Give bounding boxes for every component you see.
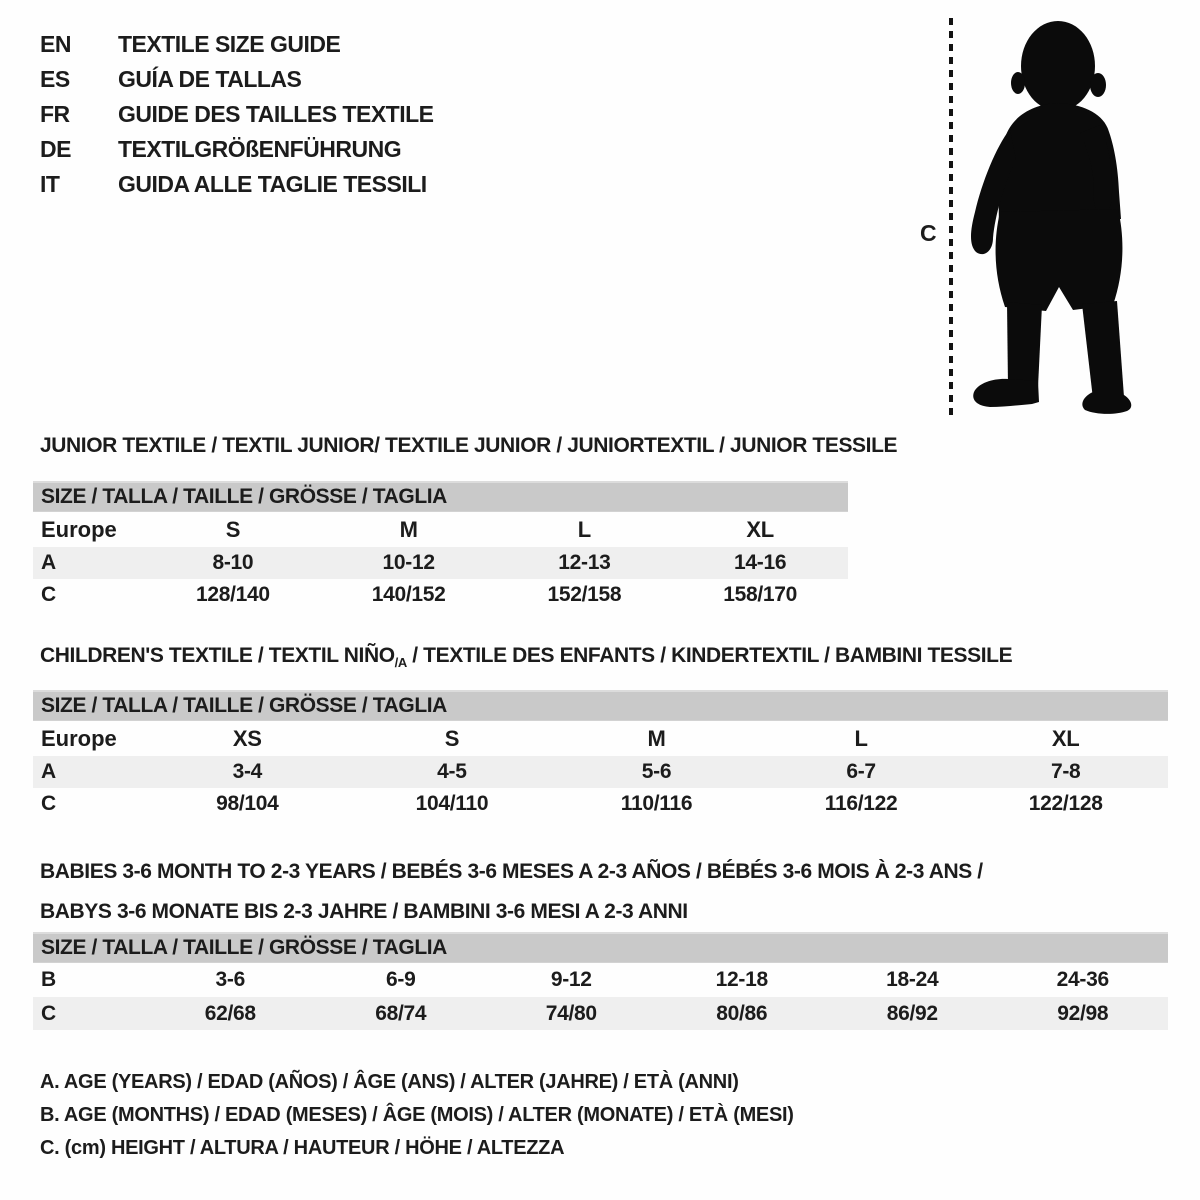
children-title-text: / TEXTILE DES ENFANTS / KINDERTEXTIL / BAMBINI TESSILE bbox=[406, 644, 1013, 667]
row-label: A bbox=[41, 760, 57, 783]
row-label: C bbox=[41, 792, 57, 815]
children-age-row bbox=[33, 756, 1168, 788]
language-row-es bbox=[40, 62, 434, 97]
junior-size-table bbox=[33, 481, 848, 611]
months-value: 12-18 bbox=[715, 968, 768, 991]
babies-height-row bbox=[33, 997, 1168, 1030]
height-value: 98/104 bbox=[216, 792, 279, 815]
size-header-label: SIZE / TALLA / TAILLE / GRÖSSE / TAGLIA bbox=[41, 485, 447, 508]
children-height-row bbox=[33, 788, 1168, 820]
height-value: 62/68 bbox=[204, 1001, 256, 1025]
height-measure-label: C bbox=[920, 220, 937, 246]
months-value: 18-24 bbox=[886, 968, 939, 991]
row-label: C bbox=[41, 1001, 57, 1025]
age-value: 5-6 bbox=[641, 760, 672, 783]
height-value: 80/86 bbox=[716, 1001, 768, 1025]
language-code: IT bbox=[40, 171, 60, 197]
size-column-xl: XL bbox=[1051, 725, 1080, 751]
height-value: 74/80 bbox=[545, 1001, 597, 1025]
size-column-xs: XS bbox=[232, 725, 262, 751]
row-label: A bbox=[41, 551, 57, 574]
region-label: Europe bbox=[41, 725, 117, 751]
children-columns-row bbox=[33, 721, 1168, 756]
toddler-silhouette-icon bbox=[962, 16, 1137, 418]
row-label: B bbox=[41, 968, 57, 991]
age-value: 10-12 bbox=[382, 551, 435, 574]
height-value: 122/128 bbox=[1028, 792, 1103, 815]
babies-section-title bbox=[40, 852, 983, 932]
row-label: C bbox=[41, 583, 57, 606]
babies-size-header-bar bbox=[33, 932, 1168, 963]
language-row-en bbox=[40, 27, 434, 62]
height-value: 104/110 bbox=[415, 792, 489, 815]
months-value: 9-12 bbox=[550, 968, 592, 991]
region-label: Europe bbox=[41, 516, 117, 542]
language-code: DE bbox=[40, 136, 71, 162]
height-value: 68/74 bbox=[375, 1001, 427, 1025]
legend-line-a: A. AGE (YEARS) / EDAD (AÑOS) / ÂGE (ANS) / ALTER (JAHRE) / ETÀ (ANNI) bbox=[40, 1071, 739, 1093]
guide-title-en: TEXTILE SIZE GUIDE bbox=[118, 31, 341, 57]
size-column-xl: XL bbox=[746, 516, 774, 542]
language-row-fr bbox=[40, 97, 434, 132]
children-title-text: CHILDREN'S TEXTILE / TEXTIL NIÑO bbox=[40, 644, 395, 667]
height-value: 128/140 bbox=[195, 583, 270, 606]
height-value: 158/170 bbox=[723, 583, 798, 606]
children-size-table bbox=[33, 690, 1168, 820]
age-value: 14-16 bbox=[734, 551, 787, 574]
height-value: 140/152 bbox=[371, 583, 446, 606]
age-value: 6-7 bbox=[846, 760, 876, 783]
guide-title-es: GUÍA DE TALLAS bbox=[118, 66, 302, 92]
measurement-legend bbox=[40, 1066, 794, 1165]
age-value: 8-10 bbox=[212, 551, 254, 574]
size-column-l: L bbox=[577, 516, 591, 542]
age-value: 12-13 bbox=[558, 551, 611, 574]
children-size-header-bar bbox=[33, 690, 1168, 721]
size-column-m: M bbox=[647, 725, 666, 751]
size-header-label: SIZE / TALLA / TAILLE / GRÖSSE / TAGLIA bbox=[41, 936, 447, 959]
babies-months-row bbox=[33, 963, 1168, 997]
size-column-s: S bbox=[225, 516, 241, 542]
months-value: 3-6 bbox=[215, 968, 245, 991]
height-value: 86/92 bbox=[886, 1001, 938, 1025]
height-value: 116/122 bbox=[824, 792, 898, 815]
height-value: 92/98 bbox=[1057, 1001, 1109, 1025]
children-title-subscript: /A bbox=[394, 655, 407, 671]
babies-title-line2: BABYS 3-6 MONATE BIS 2-3 JAHRE / BAMBINI 3-6 MESI A 2-3 ANNI bbox=[40, 900, 688, 923]
legend-line-c: C. (cm) HEIGHT / ALTURA / HAUTEUR / HÖHE / ALTEZZA bbox=[40, 1137, 565, 1159]
age-value: 7-8 bbox=[1050, 760, 1081, 783]
junior-size-header-bar bbox=[33, 481, 848, 512]
size-header-label: SIZE / TALLA / TAILLE / GRÖSSE / TAGLIA bbox=[41, 694, 447, 717]
junior-height-row bbox=[33, 579, 848, 611]
size-column-m: M bbox=[399, 516, 418, 542]
height-value: 110/116 bbox=[620, 792, 693, 815]
babies-title-line1: BABIES 3-6 MONTH TO 2-3 YEARS / BEBÉS 3-6 MESES A 2-3 AÑOS / BÉBÉS 3-6 MOIS À 2-3 ANS / bbox=[40, 860, 983, 883]
junior-section-title: JUNIOR TEXTILE / TEXTIL JUNIOR/ TEXTILE JUNIOR / JUNIORTEXTIL / JUNIOR TESSILE bbox=[40, 434, 898, 457]
age-value: 4-5 bbox=[437, 760, 467, 783]
babies-size-table bbox=[33, 932, 1168, 1030]
guide-title-it: GUIDA ALLE TAGLIE TESSILI bbox=[118, 171, 427, 197]
junior-columns-row bbox=[33, 512, 848, 547]
language-code: FR bbox=[40, 101, 70, 127]
size-column-s: S bbox=[444, 725, 460, 751]
language-header bbox=[40, 27, 434, 202]
height-value: 152/158 bbox=[547, 583, 622, 606]
language-row-it bbox=[40, 167, 434, 202]
language-row-de bbox=[40, 132, 434, 167]
months-value: 6-9 bbox=[386, 968, 416, 991]
size-column-l: L bbox=[854, 725, 868, 751]
guide-title-fr: GUIDE DES TAILLES TEXTILE bbox=[118, 101, 434, 127]
junior-age-row bbox=[33, 547, 848, 579]
language-code: EN bbox=[40, 31, 71, 57]
legend-line-b: B. AGE (MONTHS) / EDAD (MESES) / ÂGE (MOIS) / ALTER (MONATE) / ETÀ (MESI) bbox=[40, 1104, 794, 1126]
months-value: 24-36 bbox=[1056, 968, 1109, 991]
guide-title-de: TEXTILGRÖßENFÜHRUNG bbox=[118, 136, 402, 162]
children-section-title bbox=[40, 644, 1012, 670]
height-measure-dashed-line bbox=[949, 18, 953, 418]
language-code: ES bbox=[40, 66, 70, 92]
age-value: 3-4 bbox=[232, 760, 263, 783]
